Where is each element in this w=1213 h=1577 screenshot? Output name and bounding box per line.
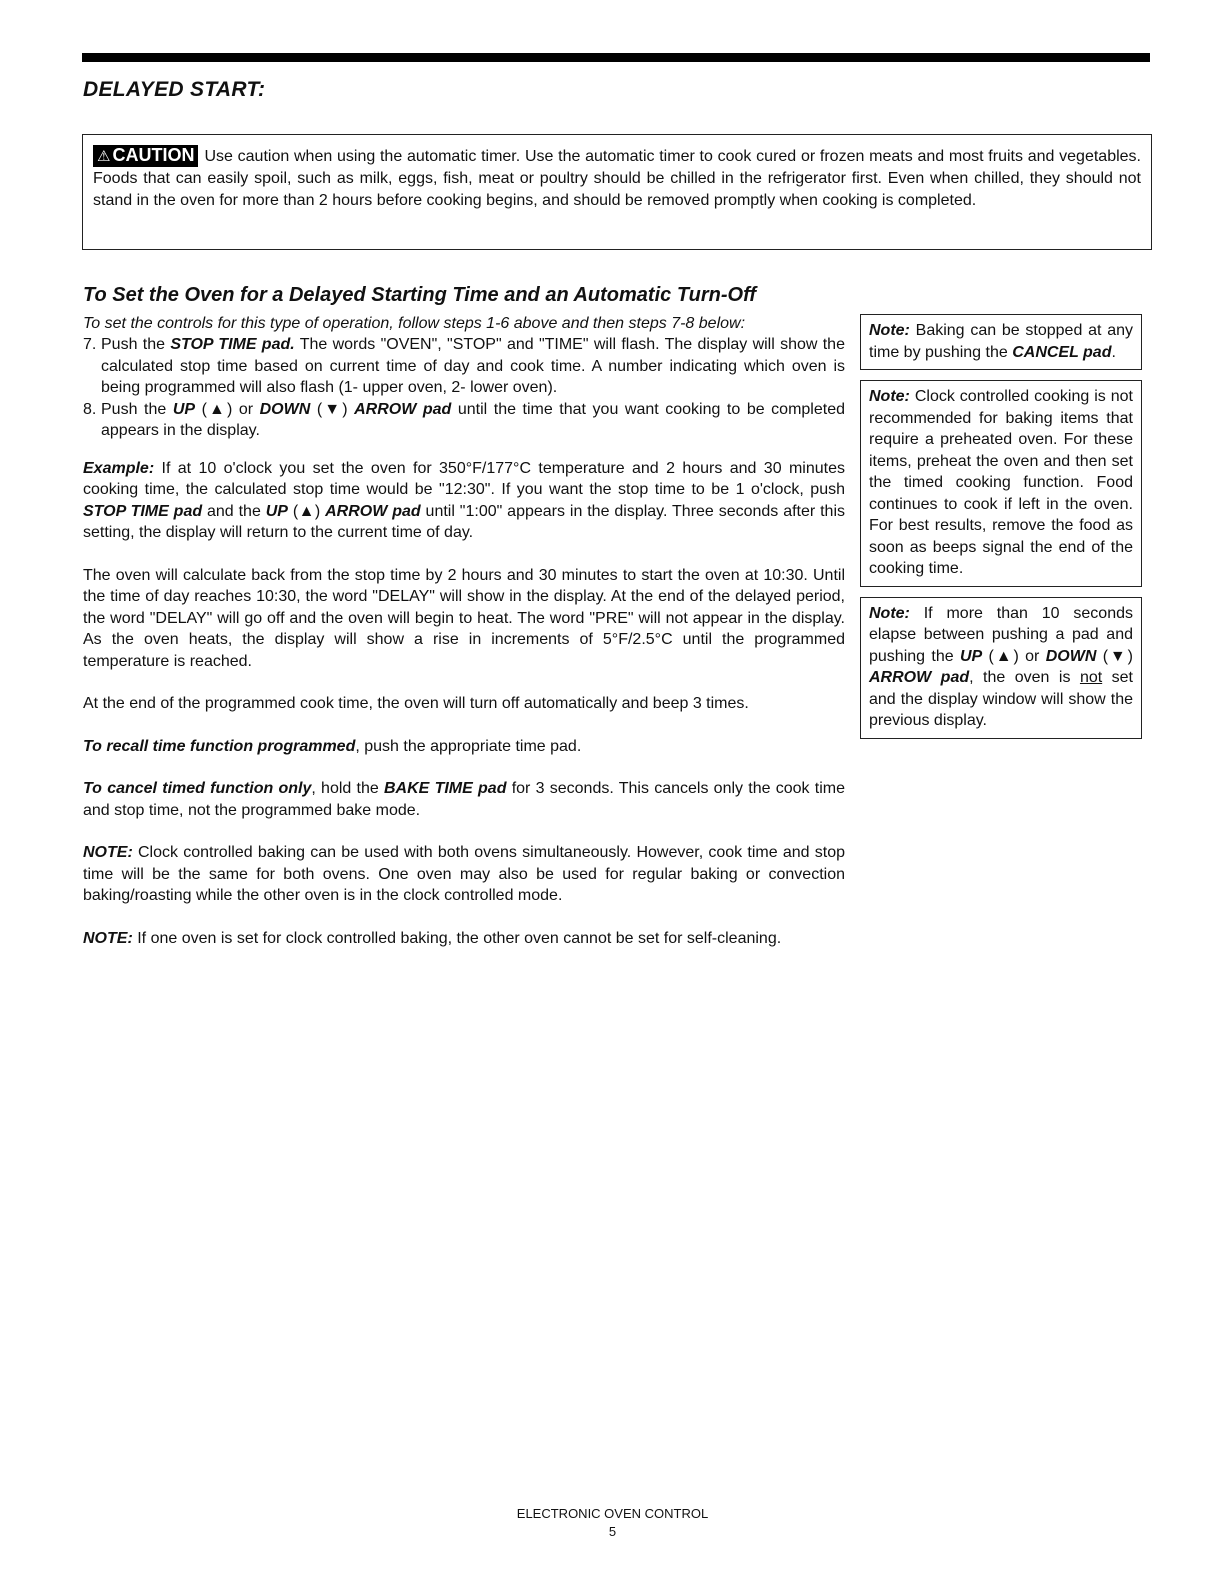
example-text: If at 10 o'clock you set the oven for 350°F/177°C temperature and 2 hours and 30 minutes cooking time, the calculated stop time would be "12:30". If you want the stop time to be 1 o'clock, push — [83, 459, 845, 498]
example-text: until "1:00" appears in the display. Three seconds after this setting, the display will return to the current time of day. — [83, 502, 845, 541]
steps-list — [83, 334, 845, 442]
note-label: NOTE: — [83, 929, 133, 947]
cancel-pad-ref: CANCEL pad — [1012, 343, 1112, 361]
cancel-paragraph — [83, 778, 845, 821]
cancel-label: To cancel timed function only — [83, 780, 312, 797]
top-rule — [82, 53, 1150, 62]
warning-icon: ⚠ — [97, 148, 111, 165]
example-text: and the — [202, 502, 266, 520]
note-label: Note: — [869, 322, 910, 339]
note-text: Baking can be stopped at any time by pushing the — [869, 322, 1133, 361]
cancel-text: for 3 seconds. This cancels only the cook time and stop time, not the programmed bake mode. — [83, 780, 845, 819]
section-intro: To set the controls for this type of operation, follow steps 1-6 above and then steps 7-8 below: — [83, 314, 746, 332]
note-paragraph-2 — [83, 928, 845, 950]
note-text: , the oven is — [969, 669, 1080, 686]
example-paragraph — [83, 458, 845, 544]
step-text: Push the — [101, 400, 173, 418]
stop-time-pad-ref: STOP TIME pad. — [170, 336, 295, 353]
page-footer — [0, 1505, 1213, 1541]
arrow-pad-ref: ARROW pad — [325, 502, 421, 520]
step-text: The words "OVEN", "STOP" and "TIME" will flash. The display will show the calculated stop time based on current time of day and cook time. A number indicating which oven is being programmed will also flash (1- upper oven, 2- lower oven). — [101, 336, 845, 396]
note-text: Clock controlled baking can be used with both ovens simultaneously. However, cook time and stop time will be the same for both ovens. One oven may also be used for regular baking or convection baking/roasting while the other oven is in the clock controlled mode. — [83, 844, 845, 904]
note-box-cancel — [860, 314, 1142, 370]
note-box-timeout — [860, 597, 1142, 739]
bake-time-pad-ref: BAKE TIME pad — [384, 780, 507, 797]
down-pad-ref: DOWN — [1045, 647, 1097, 665]
page-number: 5 — [608, 1524, 617, 1539]
note-paragraph-1 — [83, 842, 845, 907]
arrow-pad-ref: ARROW pad — [354, 400, 452, 418]
example-label: Example: — [83, 459, 155, 477]
caution-badge — [93, 145, 198, 167]
note-label: Note: — [869, 604, 910, 622]
up-pad-ref: UP — [172, 400, 196, 418]
step-text: until the time that you want cooking to be completed appears in the display. — [101, 400, 845, 439]
recall-paragraph — [83, 736, 845, 758]
note-text: If one oven is set for clock controlled baking, the other oven cannot be set for self-cleaning. — [132, 929, 782, 947]
step-text: (▲) or — [195, 400, 260, 418]
note-text: . — [1111, 343, 1116, 361]
note-text: Clock controlled cooking is not recommended for baking items that require a preheated oven. For these items, preheat the oven and then set the timed cooking function. Food continues to cook if left in the oven. For best results, remove the food as soon as beeps signal the end of the cooking time. — [869, 388, 1133, 577]
note-label: Note: — [869, 388, 910, 405]
caution-text: Use caution when using the automatic timer. Use the automatic timer to cook cured or frozen meats and most fruits and vegetables. Foods that can easily spoil, such as milk, eggs, fish, meat or poultry should be chilled in the refrigerator first. Even when chilled, they should not stand in the oven for more than 2 hours before cooking begins, and should be removed promptly when cooking is completed. — [93, 148, 1141, 209]
section-title: To Set the Oven for a Delayed Starting Time and an Automatic Turn-Off — [83, 284, 757, 306]
example-text: (▲) — [287, 502, 326, 520]
not-emphasis: not — [1079, 669, 1103, 686]
up-pad-ref: UP — [265, 502, 288, 520]
note-text: (▲) or — [982, 647, 1046, 665]
end-paragraph: At the end of the programmed cook time, the oven will turn off automatically and beep 3 times. — [83, 695, 749, 712]
step-text: (▼) — [310, 400, 355, 418]
recall-text: , push the appropriate time pad. — [355, 737, 582, 755]
note-label: NOTE: — [83, 844, 133, 861]
step-number: 8. — [83, 400, 97, 418]
caution-box — [82, 134, 1152, 250]
note-text: If more than 10 seconds elapse between pushing a pad and pushing the — [869, 604, 1133, 665]
footer-title: ELECTRONIC OVEN CONTROL — [516, 1506, 709, 1521]
step-8 — [83, 399, 845, 442]
stop-time-pad-ref: STOP TIME pad — [83, 502, 203, 520]
note-text: set and the display window will show the previous display. — [869, 669, 1133, 729]
step-text: Push the — [101, 336, 171, 353]
note-text: (▼) — [1096, 647, 1133, 665]
down-pad-ref: DOWN — [259, 400, 311, 418]
main-column — [83, 285, 845, 949]
step-number: 7. — [83, 336, 97, 353]
arrow-pad-ref: ARROW pad — [869, 669, 970, 686]
recall-label: To recall time function programmed — [83, 737, 356, 755]
side-notes — [860, 314, 1142, 749]
calculate-paragraph: The oven will calculate back from the stop time by 2 hours and 30 minutes to start the oven at 10:30. Until the time of day reaches 10:30, the word "DELAY" will show in the display. At the end of the delayed period, the word "DELAY" will go off and the oven will begin to heat. The word "PRE" will not appear in the display. As the oven heats, the display will show a rise in increments of 5°F/2.5°C until the programmed temperature is reached. — [83, 566, 845, 670]
note-box-preheat — [860, 380, 1142, 587]
up-pad-ref: UP — [959, 647, 983, 665]
caution-badge-label: CAUTION — [112, 145, 195, 165]
cancel-text: , hold the — [311, 780, 384, 797]
page-heading: DELAYED START: — [83, 78, 266, 101]
step-7 — [83, 334, 845, 399]
